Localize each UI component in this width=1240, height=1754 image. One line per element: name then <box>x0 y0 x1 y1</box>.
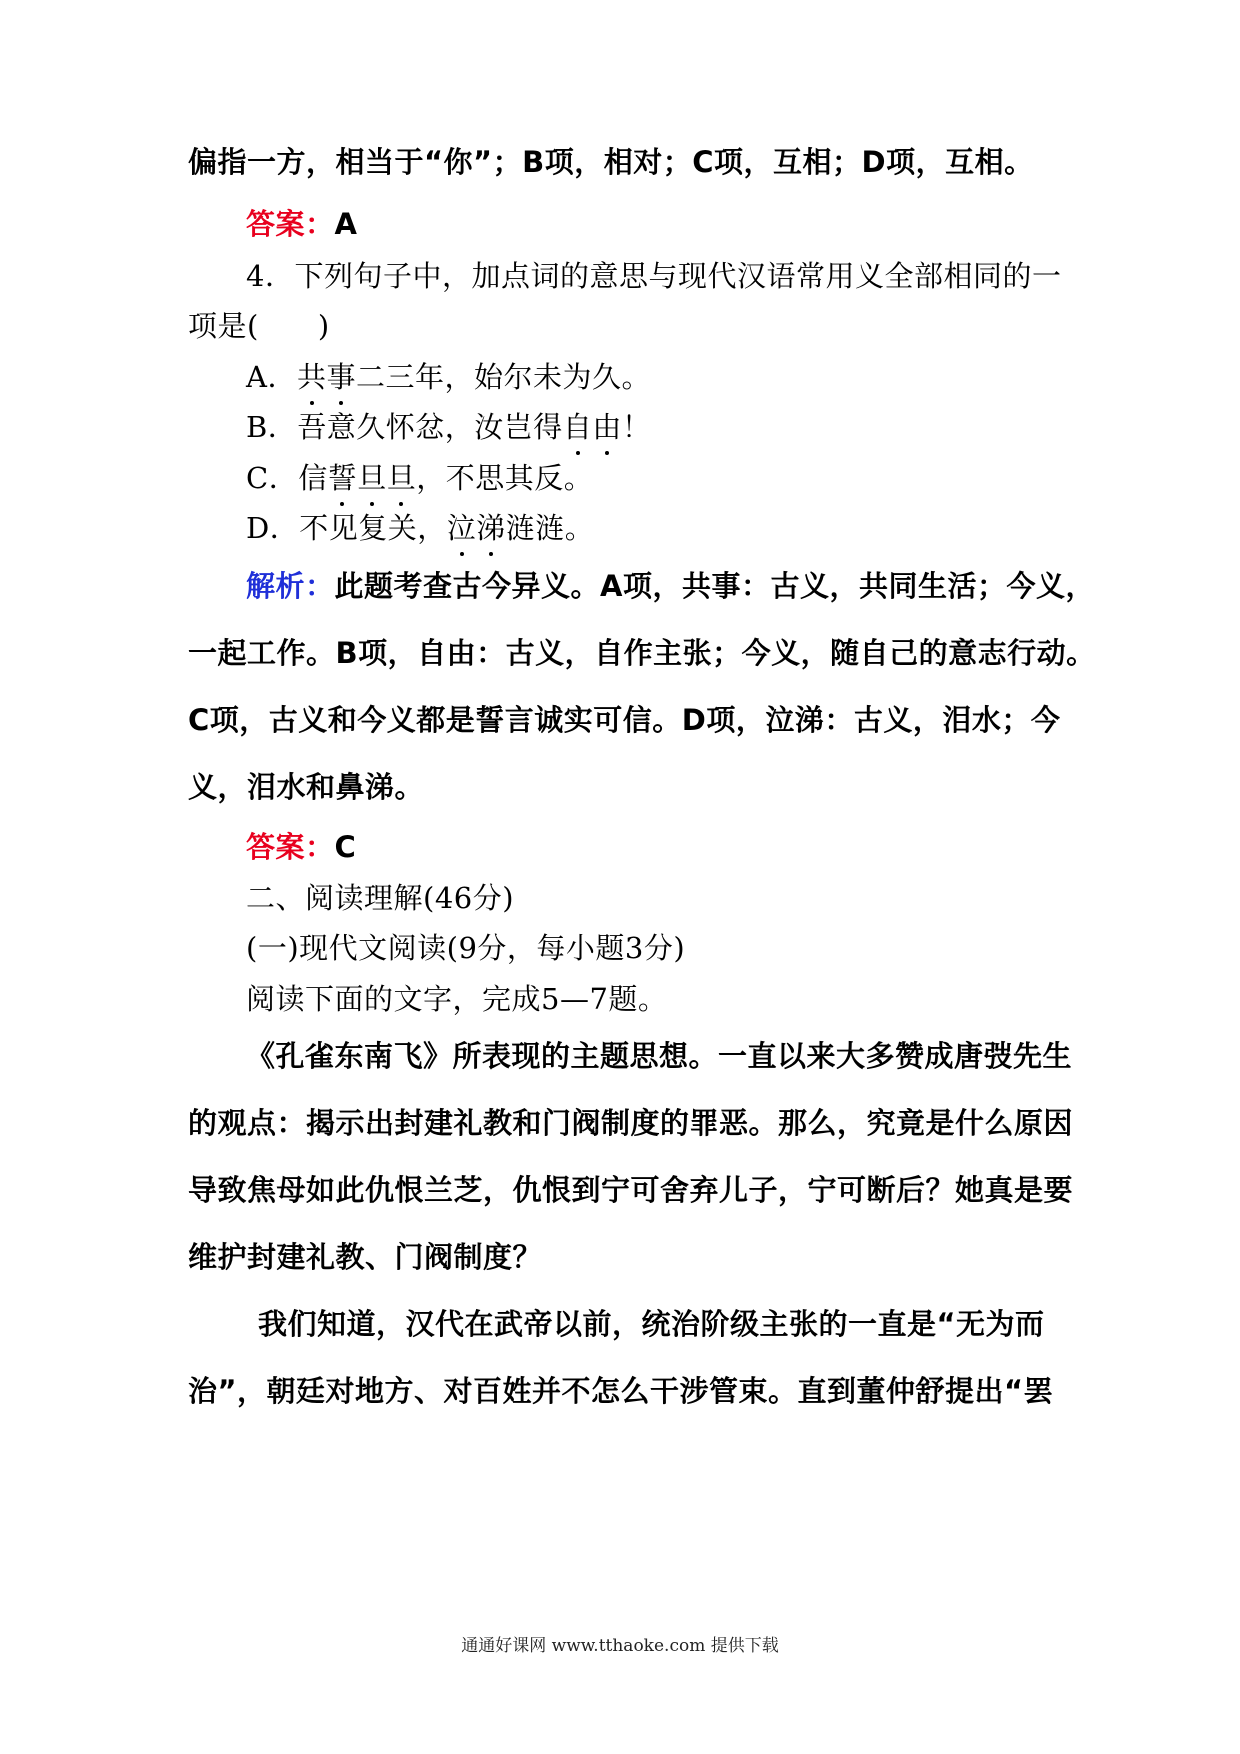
answer-label: 答案： <box>246 207 335 241</box>
option-d-rest: 涟涟。 <box>505 511 595 545</box>
option-a-prefix: A． <box>246 360 297 394</box>
dotted-char: 泣 <box>447 506 477 547</box>
option-b <box>246 405 1116 446</box>
analysis-line-3: C项，古义和今义都是誓言诚实可信。D项，泣涕：古义，泪水；今 <box>188 703 1061 737</box>
option-a-rest: 二三年，始尔未为久。 <box>355 360 651 394</box>
option-a <box>246 355 1116 396</box>
analysis-text: 此题考查古今异义。A项，共事：古义，共同生活；今义， <box>334 569 1095 603</box>
passage-line: 《孔雀东南飞》所表现的主题思想。一直以来大多赞成唐弢先生 <box>246 1039 1073 1073</box>
passage-line: 导致焦母如此仇恨兰芝，仇恨到宁可舍弃儿子，宁可断后？她真是要 <box>188 1173 1074 1207</box>
dotted-char: 誓 <box>328 456 358 497</box>
option-c-rest: ，不思其反。 <box>416 461 594 495</box>
answer-value: A <box>334 207 358 241</box>
option-c <box>246 456 1116 497</box>
question-4-line-2: 项是( ) <box>188 309 330 343</box>
option-c-prefix: C．信 <box>246 461 328 495</box>
dotted-char: 由 <box>592 405 622 446</box>
dotted-char: 共 <box>297 355 327 396</box>
answer-label: 答案： <box>246 830 335 864</box>
option-b-prefix: B．吾意久怀忿，汝岂得 <box>246 410 563 444</box>
answer-line <box>246 202 1116 243</box>
analysis-line-2: 一起工作。B项，自由：古义，自作主张；今义，随自己的意志行动。 <box>188 636 1096 670</box>
instruction-line: 阅读下面的文字，完成5—7题。 <box>246 982 668 1016</box>
dotted-char: 涕 <box>476 506 506 547</box>
analysis-line-4: 义，泪水和鼻涕。 <box>188 770 425 804</box>
passage-line: 的观点：揭示出封建礼教和门阀制度的罪恶。那么，究竟是什么原因 <box>188 1106 1074 1140</box>
answer-value: C <box>334 830 357 864</box>
dotted-char: 旦 <box>387 456 417 497</box>
section-heading: 二、阅读理解(46分) <box>246 881 515 915</box>
dotted-char: 旦 <box>357 456 387 497</box>
passage-line: 我们知道，汉代在武帝以前，统治阶级主张的一直是“无为而 <box>258 1307 1045 1341</box>
text-line: 偏指一方，相当于“你”；B项，相对；C项，互相；D项，互相。 <box>188 145 1034 179</box>
analysis-line <box>246 564 1116 605</box>
option-d <box>246 506 1116 547</box>
dotted-char: 自 <box>563 405 593 446</box>
answer-line-2 <box>246 825 1116 866</box>
analysis-label: 解析： <box>246 569 335 603</box>
passage-line: 治”，朝廷对地方、对百姓并不怎么干涉管束。直到董仲舒提出“罢 <box>188 1374 1054 1408</box>
option-b-rest: ！ <box>621 410 652 444</box>
page-footer: 通通好课网 www.tthaoke.com 提供下载 <box>461 1636 779 1656</box>
passage-line: 维护封建礼教、门阀制度？ <box>188 1240 543 1274</box>
dotted-char: 事 <box>326 355 356 396</box>
subsection-heading: (一)现代文阅读(9分，每小题3分) <box>246 931 686 965</box>
option-d-prefix: D．不见复关， <box>246 511 447 545</box>
question-4-line: 4．下列句子中，加点词的意思与现代汉语常用义全部相同的一 <box>246 259 1062 293</box>
